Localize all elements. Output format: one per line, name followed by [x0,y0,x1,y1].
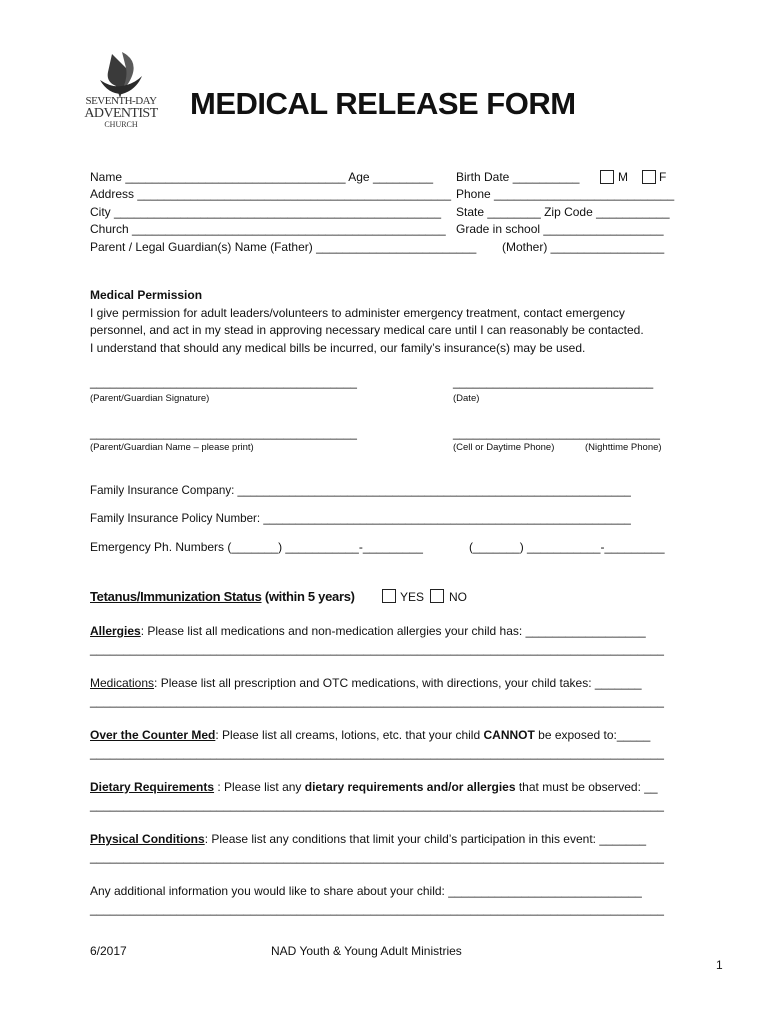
signature-line[interactable]: ________________________________________ [90,375,357,389]
address-field[interactable]: Address _______________________________________________ [90,187,452,201]
allergies-text: : Please list all medications and non-medication allergies your child has: __________________ [140,624,646,638]
additional-info-question[interactable]: Any additional information you would like to share about your child: _____________________________ [90,884,642,898]
dietary-bold: dietary requirements and/or allergies [304,780,516,794]
tetanus-no-label: NO [449,590,467,604]
church-logo [82,50,160,130]
allergies-question[interactable] [90,624,646,638]
otc-text-a: : Please list all creams, lotions, etc. that your child [215,728,484,742]
name-age-field[interactable]: Name _________________________________ Age _________ [90,170,434,184]
permission-line-2: personnel, and act in my stead in approving necessary medical care until I can reasonably be contacted. [90,323,644,337]
tetanus-yes-label: YES [400,590,425,604]
otc-blank-line[interactable]: ______________________________________________________________________________________ [90,746,664,760]
physical-question[interactable] [90,832,646,846]
allergies-label: Allergies [90,624,141,638]
sex-f-checkbox[interactable] [642,170,656,184]
sex-m-checkbox[interactable] [600,170,614,184]
logo-line-3: CHURCH [104,120,138,129]
guardian-father-field[interactable]: Parent / Legal Guardian(s) Name (Father) ________________________ [90,240,477,254]
physical-blank-line[interactable]: ______________________________________________________________________________________ [90,850,664,864]
emergency-phone-2[interactable]: (_______) ___________-_________ [469,540,665,554]
tetanus-yes-checkbox[interactable] [382,589,396,603]
medications-question[interactable] [90,676,642,690]
sex-m-label: M [618,170,628,184]
medications-blank-line[interactable]: ______________________________________________________________________________________ [90,694,664,708]
permission-heading: Medical Permission [90,288,203,302]
otc-text-b: be exposed to:_____ [534,728,651,742]
insurance-company-field[interactable]: Family Insurance Company: _____________________________________________________________ [90,484,631,497]
physical-label: Physical Conditions [90,832,205,846]
emergency-phone-1[interactable]: Emergency Ph. Numbers (_______) ___________-_________ [90,540,423,554]
guardian-name-line[interactable]: ________________________________________ [90,426,357,440]
birth-date-field[interactable]: Birth Date __________ [456,170,580,184]
physical-text: : Please list any conditions that limit your child’s participation in this event: _______ [204,832,647,846]
guardian-mother-field[interactable]: (Mother) _________________ [502,240,665,254]
additional-blank-line[interactable]: ______________________________________________________________________________________ [90,902,664,916]
permission-line-3: I understand that should any medical bills be incurred, our family’s insurance(s) may be used. [90,341,586,355]
medications-text: : Please list all prescription and OTC medications, with directions, your child takes: _______ [154,676,642,690]
logo-line-1: SEVENTH-DAY [85,95,157,107]
date-line[interactable]: ______________________________ [453,375,654,389]
nighttime-phone-label: (Nighttime Phone) [585,442,662,453]
flame-emblem-icon [82,50,160,100]
footer-date: 6/2017 [90,944,127,958]
dietary-text-a: : Please list any [214,780,305,794]
phone-field[interactable]: Phone ___________________________ [456,187,675,201]
otc-question[interactable] [90,728,650,742]
signature-label: (Parent/Guardian Signature) [90,393,210,404]
cell-phone-label: (Cell or Daytime Phone) [453,442,555,453]
allergies-blank-line[interactable]: ______________________________________________________________________________________ [90,642,664,656]
church-field[interactable]: Church _______________________________________________ [90,222,446,236]
state-zip-field[interactable]: State ________ Zip Code ___________ [456,205,670,219]
tetanus-label [90,589,355,604]
tetanus-no-checkbox[interactable] [430,589,444,603]
phone-line[interactable]: _______________________________ [453,426,660,440]
date-label: (Date) [453,393,480,404]
permission-line-1: I give permission for adult leaders/volunteers to administer emergency treatment, contact emergency [90,306,625,320]
footer-org: NAD Youth & Young Adult Ministries [271,944,462,958]
dietary-question[interactable] [90,780,658,794]
city-field[interactable]: City _________________________________________________ [90,205,442,219]
page-title: MEDICAL RELEASE FORM [190,86,576,121]
tetanus-label-text: Tetanus/Immunization Status [90,589,262,604]
insurance-policy-field[interactable]: Family Insurance Policy Number: _________________________________________________________ [90,512,631,525]
sex-f-label: F [659,170,667,184]
grade-field[interactable]: Grade in school __________________ [456,222,664,236]
logo-line-2: ADVENTIST [84,106,158,121]
tetanus-suffix: (within 5 years) [264,589,355,604]
dietary-label: Dietary Requirements [90,780,215,794]
otc-bold: CANNOT [483,728,535,742]
page-number: 1 [716,958,723,972]
dietary-blank-line[interactable]: ______________________________________________________________________________________ [90,798,664,812]
otc-label: Over the Counter Med [90,728,216,742]
dietary-text-b: that must be observed: __ [515,780,658,794]
medications-label: Medications [90,676,155,690]
guardian-name-label: (Parent/Guardian Name – please print) [90,442,254,453]
